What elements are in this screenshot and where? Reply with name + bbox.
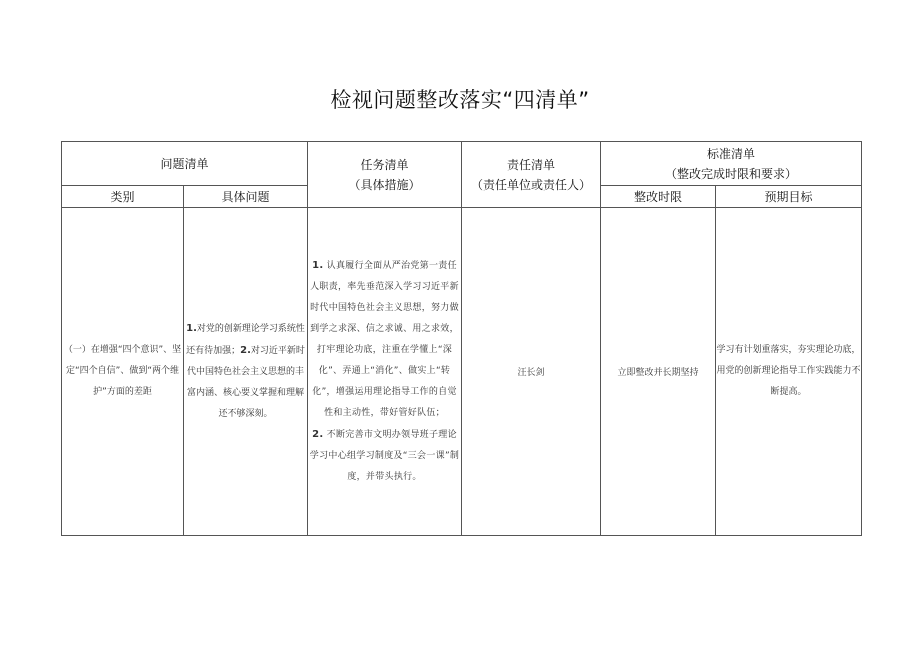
- page-title: 检视问题整改落实“四清单”: [330, 88, 590, 112]
- problem-list-label: 问题清单: [160, 156, 209, 171]
- problem-number-2: 2.: [240, 345, 251, 356]
- problem-list-header: [62, 142, 308, 186]
- deadline-header: 整改时限: [601, 186, 716, 208]
- category-cell: （一）在增强“四个意识”、坚定“四个自信”、做到“两个维护”方面的差距: [62, 208, 184, 536]
- responsibility-list-label: 责任清单: [507, 157, 556, 172]
- task-text-2: 不断完善市文明办领导班子理论学习中心组学习制度及“三会一课”制度，并带头执行。: [309, 430, 460, 482]
- problem-number-1: 1.: [186, 323, 197, 334]
- task-list-sublabel: （具体措施）: [348, 177, 421, 192]
- standard-list-sublabel: （整改完成时限和要求）: [665, 166, 798, 181]
- responsibility-list-header: [462, 142, 601, 208]
- responsibility-list-sublabel: （责任单位或责任人）: [471, 177, 592, 192]
- task-text-1: 认真履行全面从严治党第一责任人职责，率先垂范深入学习习近平新时代中国特色社会主义思想，努力做到学之求深、信之求诚、用之求效，打牢理论功底，注重在学懂上“深化”、弄通上“消化”、做实上“转化”，增强运用理论指导工作的自觉性和主动性，带好管好队伍；: [310, 261, 459, 418]
- task-item-2: [308, 424, 461, 488]
- specific-problem-header: 具体问题: [184, 186, 308, 208]
- problem-text-2: 对习近平新时代中国特色社会主义思想的丰富内涵、核心要义掌握和理解还不够深刻。: [187, 346, 305, 419]
- standard-list-label: 标准清单: [707, 146, 756, 161]
- standard-list-header: [601, 142, 862, 186]
- task-number-1: 1.: [312, 260, 324, 271]
- responsible-cell: 汪长剑: [462, 208, 601, 536]
- task-list-header: [308, 142, 462, 208]
- expected-goal-cell: 学习有计划重落实，夯实理论功底，用党的创新理论指导工作实践能力不断提高。: [716, 208, 862, 536]
- four-lists-table: [61, 141, 862, 536]
- header-row-1: [62, 142, 862, 186]
- task-list-label: 任务清单: [360, 157, 409, 172]
- task-cell: [308, 208, 462, 536]
- table-row: [62, 208, 862, 536]
- task-item-1: [308, 255, 461, 424]
- problem-text-1: 对党的创新理论学习系统性还有待加强；: [186, 324, 305, 356]
- category-header: 类别: [62, 186, 184, 208]
- task-number-2: 2.: [312, 429, 324, 440]
- deadline-cell: 立即整改并长期坚持: [601, 208, 716, 536]
- expected-goal-header: 预期目标: [716, 186, 862, 208]
- specific-problem-cell: [184, 208, 308, 536]
